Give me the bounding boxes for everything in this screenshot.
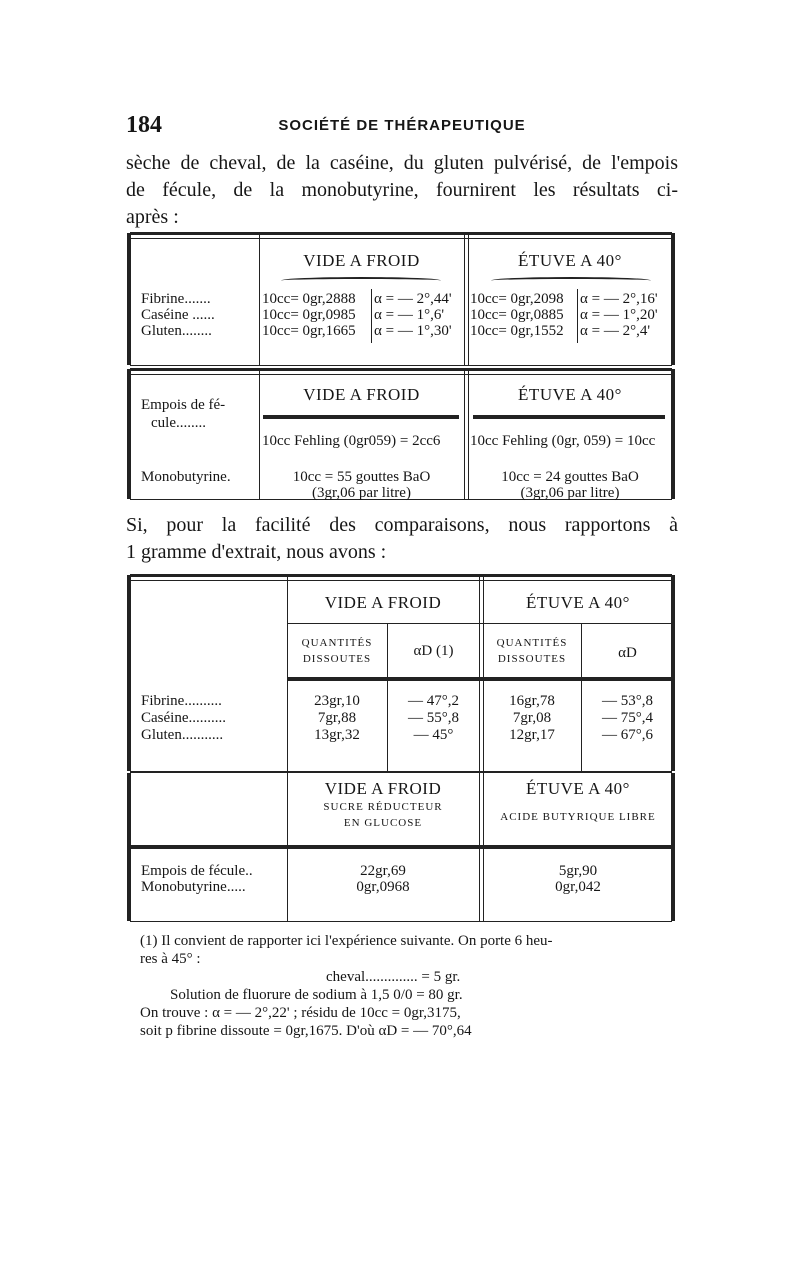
table-cell: 7gr,08 bbox=[512, 710, 552, 726]
table-cell: α = — 1°,6' bbox=[374, 307, 445, 323]
table-cell: 12gr,17 bbox=[509, 727, 555, 743]
column-rule bbox=[371, 289, 372, 343]
table-empois-monobutyrine bbox=[130, 368, 672, 500]
table-cell: — 75°,4 bbox=[602, 710, 653, 726]
table-cell: 22gr,69 bbox=[360, 863, 406, 879]
row-label: cule........ bbox=[151, 415, 206, 431]
footnote-line: Solution de fluorure de sodium à 1,5 0/0 = 80 gr. bbox=[170, 987, 463, 1003]
table-border-left bbox=[127, 575, 130, 771]
paragraph-line: 1 gramme d'extrait, nous avons : bbox=[126, 541, 387, 563]
table-cell: α = — 2°,44' bbox=[374, 291, 452, 307]
row-label: Fibrine.......... bbox=[141, 693, 222, 709]
running-head bbox=[126, 112, 678, 142]
paragraph-line: de fécule, de la monobutyrine, fournirent les résultats ci- bbox=[126, 179, 678, 201]
table-cell: 10cc= 0gr,1552 bbox=[470, 323, 564, 339]
row-label: Gluten........ bbox=[141, 323, 212, 339]
row-label: Caséine ...... bbox=[141, 307, 215, 323]
row-rule bbox=[287, 623, 671, 624]
page-number: 184 bbox=[126, 112, 162, 138]
table-cell: — 55°,8 bbox=[408, 710, 459, 726]
table-rotation-raw bbox=[130, 232, 672, 366]
col-header-vide-a-froid: VIDE A FROID bbox=[324, 779, 442, 798]
row-label: Caséine.......... bbox=[141, 710, 226, 726]
table-cell: 13gr,32 bbox=[314, 727, 360, 743]
table-cell: α = — 1°,30' bbox=[374, 323, 452, 339]
table-cell: 0gr,0968 bbox=[356, 879, 410, 895]
header-rule bbox=[263, 415, 459, 419]
subheader: EN GLUCOSE bbox=[343, 817, 423, 829]
row-label: Gluten........... bbox=[141, 727, 224, 743]
table-sugar-acid bbox=[130, 772, 672, 922]
header-rule bbox=[473, 415, 665, 419]
footnote-line: On trouve : α = — 2°,22' ; résidu de 10cc = 0gr,3175, bbox=[140, 1005, 461, 1021]
header-rule bbox=[287, 677, 671, 681]
table-cell: 10cc= 0gr,0985 bbox=[262, 307, 356, 323]
table-cell: 5gr,90 bbox=[558, 863, 598, 879]
table-cell: — 45° bbox=[413, 727, 454, 743]
row-label: Monobutyrine. bbox=[141, 469, 231, 485]
subheader: αD (1) bbox=[413, 643, 454, 659]
paragraph-line: après : bbox=[126, 206, 179, 228]
table-cell: 10cc= 0gr,2888 bbox=[262, 291, 356, 307]
column-rule bbox=[577, 289, 578, 343]
table-rule bbox=[131, 233, 671, 239]
header-title: SOCIÉTÉ DE THÉRAPEUTIQUE bbox=[278, 117, 526, 134]
row-label: Empois de fé- bbox=[141, 397, 226, 413]
header-brace bbox=[281, 277, 441, 284]
footnote-line: (1) Il convient de rapporter ici l'expérience suivante. On porte 6 heu- bbox=[140, 933, 553, 949]
col-header-etuve: ÉTUVE A 40° bbox=[526, 593, 630, 612]
table-cell: 10cc = 55 gouttes BaO bbox=[292, 469, 431, 485]
table-border-left bbox=[127, 233, 130, 365]
table-cell: α = — 2°,16' bbox=[580, 291, 658, 307]
table-cell: 10cc Fehling (0gr059) = 2cc6 bbox=[262, 433, 441, 449]
header-brace bbox=[491, 277, 651, 284]
table-cell: 23gr,10 bbox=[314, 693, 360, 709]
table-cell: 10cc= 0gr,1665 bbox=[262, 323, 356, 339]
row-label: Empois de fécule.. bbox=[141, 863, 253, 879]
footnote-line: res à 45° : bbox=[140, 951, 201, 967]
table-cell: 10cc = 24 gouttes BaO bbox=[501, 469, 639, 485]
subheader: DISSOUTES bbox=[302, 653, 372, 665]
col-header-etuve: ÉTUVE A 40° bbox=[518, 385, 622, 404]
col-header-vide-a-froid: VIDE A FROID bbox=[303, 251, 420, 270]
table-border-left bbox=[127, 773, 130, 921]
table-cell: — 67°,6 bbox=[602, 727, 653, 743]
col-header-vide-a-froid: VIDE A FROID bbox=[324, 593, 442, 612]
table-rule bbox=[131, 369, 671, 375]
paragraph-intro bbox=[126, 150, 678, 231]
header-rule bbox=[131, 845, 671, 849]
table-cell: α = — 1°,20' bbox=[580, 307, 658, 323]
paragraph-comparison bbox=[126, 512, 678, 566]
col-header-etuve: ÉTUVE A 40° bbox=[518, 251, 622, 270]
col-header-etuve: ÉTUVE A 40° bbox=[526, 779, 630, 798]
subheader: ACIDE BUTYRIQUE LIBRE bbox=[500, 811, 656, 823]
table-rule bbox=[131, 575, 671, 581]
col-header-vide-a-froid: VIDE A FROID bbox=[303, 385, 420, 404]
table-cell: (3gr,06 par litre) bbox=[520, 485, 620, 501]
subheader: QUANTITÉS bbox=[301, 637, 373, 649]
table-cell: 10cc= 0gr,2098 bbox=[470, 291, 564, 307]
row-label: Monobutyrine..... bbox=[141, 879, 246, 895]
table-cell: 0gr,042 bbox=[555, 879, 601, 895]
table-cell: — 53°,8 bbox=[602, 693, 653, 709]
subheader: QUANTITÉS bbox=[496, 637, 568, 649]
table-cell: α = — 2°,4' bbox=[580, 323, 651, 339]
table-cell: 10cc= 0gr,0885 bbox=[470, 307, 564, 323]
footnote bbox=[140, 932, 672, 1040]
table-cell: — 47°,2 bbox=[408, 693, 459, 709]
table-cell: 16gr,78 bbox=[509, 693, 555, 709]
table-cell: 7gr,88 bbox=[317, 710, 357, 726]
table-cell: 10cc Fehling (0gr, 059) = 10cc bbox=[470, 433, 656, 449]
footnote-line: cheval.............. = 5 gr. bbox=[326, 969, 461, 985]
row-label: Fibrine....... bbox=[141, 291, 211, 307]
subheader: SUCRE RÉDUCTEUR bbox=[323, 801, 443, 813]
paragraph-line: Si, pour la facilité des comparaisons, nous rapportons à bbox=[126, 514, 678, 536]
table-per-gram bbox=[130, 574, 672, 772]
paragraph-line: sèche de cheval, de la caséine, du gluten pulvérisé, de l'empois bbox=[126, 152, 678, 174]
table-cell: (3gr,06 par litre) bbox=[312, 485, 411, 501]
subheader: αD bbox=[618, 645, 637, 661]
table-border-left bbox=[127, 369, 130, 499]
subheader: DISSOUTES bbox=[497, 653, 567, 665]
footnote-line: soit p fibrine dissoute = 0gr,1675. D'où αD = — 70°,64 bbox=[140, 1023, 472, 1039]
